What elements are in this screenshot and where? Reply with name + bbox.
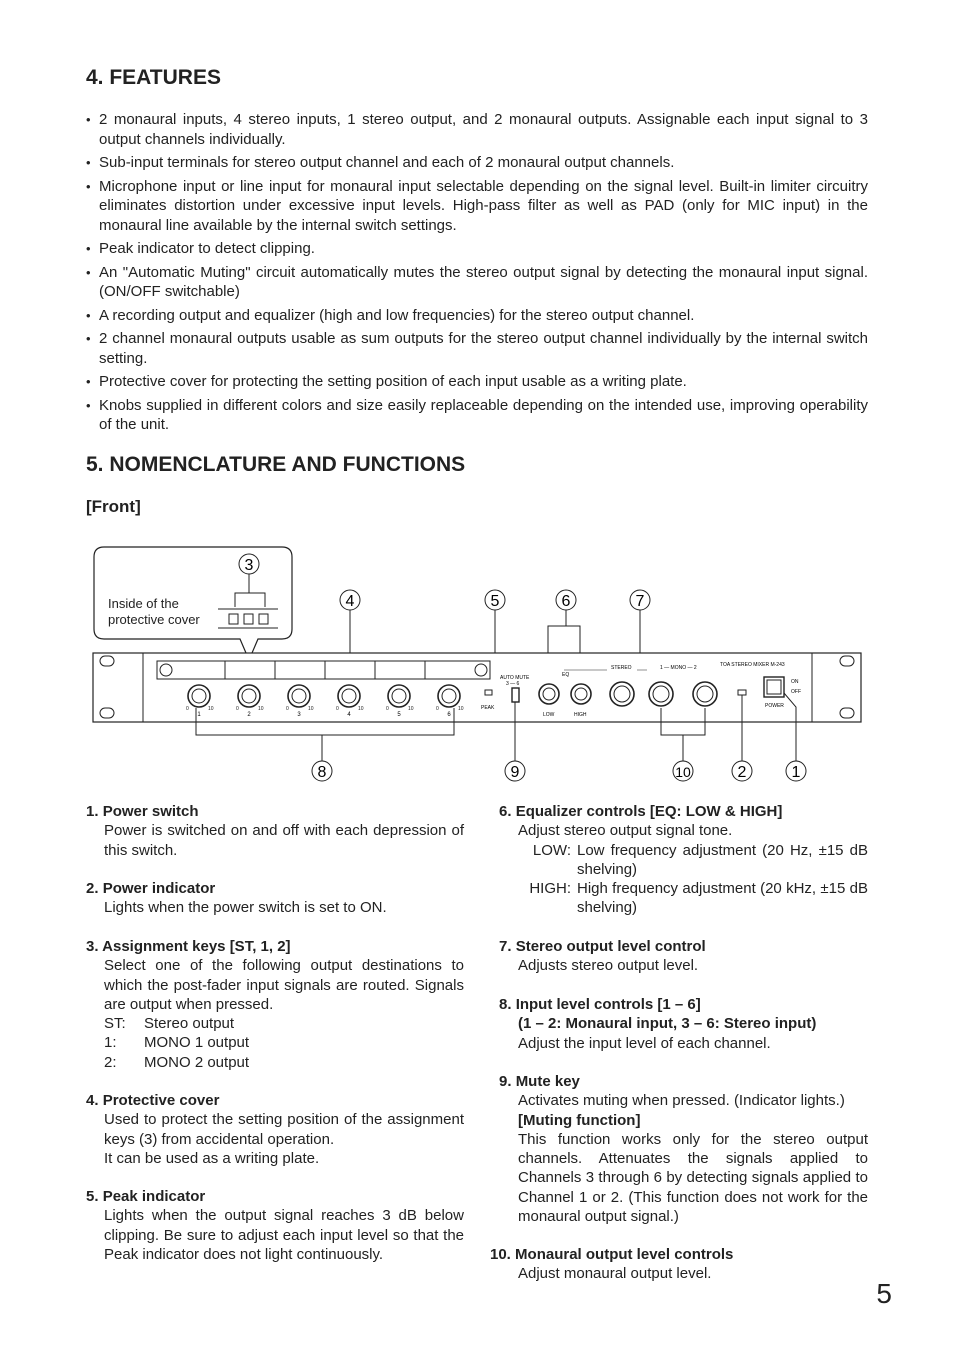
features-list [86, 110, 868, 439]
assign-key-1 [244, 614, 253, 624]
peak-label: PEAK [481, 705, 495, 711]
scale-min: 0 [436, 706, 439, 712]
item-assignment-keys [86, 937, 464, 1072]
value: Low frequency adjustment (20 Hz, ±15 dB shelving) [577, 841, 868, 878]
svg-text:7: 7 [635, 593, 645, 610]
scale-max: 10 [258, 706, 264, 712]
item-stereo-level [490, 937, 868, 976]
svg-text:4: 4 [345, 593, 355, 610]
key: HIGH: [529, 880, 571, 898]
eq-label: EQ [562, 672, 570, 678]
item-body: Used to protect the setting position of the assignment keys (3) from accidental operation. [104, 1111, 464, 1148]
high-label: HIGH [574, 712, 587, 718]
scale-min: 0 [286, 706, 289, 712]
svg-text:5: 5 [397, 712, 401, 718]
item-number: 2. [86, 880, 99, 897]
callout-5 [485, 590, 505, 610]
mute-key [512, 688, 519, 702]
item-number: 5. [86, 1188, 99, 1205]
item-body: Adjusts stereo output level. [518, 957, 699, 975]
item-number: 8. [499, 996, 512, 1013]
callout-note-line2: protective cover [108, 612, 200, 627]
scale-min: 0 [236, 706, 239, 712]
svg-text:9: 9 [510, 764, 520, 781]
item-title: Power indicator [102, 880, 216, 897]
svg-text:1: 1 [791, 764, 801, 781]
svg-text:5: 5 [490, 593, 500, 610]
svg-text:3: 3 [297, 712, 301, 718]
value: MONO 1 output [144, 1034, 250, 1052]
callout-7 [630, 590, 650, 610]
callout-4 [340, 590, 360, 610]
item-body: Lights when the output signal reaches 3 dB below clipping. Be sure to adjust each input level so that the Peak indicator does not light continuously. [104, 1207, 464, 1263]
item-subtitle: [Muting function] [518, 1111, 641, 1129]
key: ST: [104, 1015, 126, 1033]
item-input-level [490, 995, 868, 1053]
scale-max: 10 [458, 706, 464, 712]
item-number: 9. [499, 1073, 512, 1090]
eq-low-knob [539, 684, 559, 704]
item-mute-key [490, 1072, 868, 1226]
feature-item: • 2 monaural inputs, 4 stereo inputs, 1 stereo output, and 2 monaural outputs. Assignable each input signal to 3 output channels individually. [86, 110, 868, 149]
scale-min: 0 [186, 706, 189, 712]
stereo-label: STEREO [611, 665, 632, 671]
feature-item: • An "Automatic Muting" circuit automatically mutes the stereo output signal by detecting the monaural input signal. (ON/OFF switchable) [86, 263, 868, 302]
mono-1-knob [649, 682, 673, 706]
auto-mute-label: AUTO MUTE [500, 675, 530, 681]
item-number: 4. [86, 1092, 99, 1109]
item-body-2: It can be used as a writing plate. [104, 1149, 320, 1167]
assign-key-st [229, 614, 238, 624]
value: High frequency adjustment (20 kHz, ±15 dB shelving) [577, 880, 868, 917]
peak-indicator [485, 690, 492, 695]
svg-text:2: 2 [247, 712, 251, 718]
power-indicator [738, 690, 746, 695]
feature-item: • A recording output and equalizer (high and low frequencies) for the stereo output channel. [86, 306, 868, 326]
item-equalizer [490, 802, 868, 918]
value: MONO 2 output [144, 1053, 250, 1071]
item-body: Power is switched on and off with each depression of this switch. [104, 822, 464, 859]
svg-text:4: 4 [347, 712, 351, 718]
svg-text:8: 8 [317, 764, 327, 781]
scale-max: 10 [308, 706, 314, 712]
eq-high-knob [571, 684, 591, 704]
item-mono-level [490, 1245, 868, 1284]
item-number: 3. [86, 938, 99, 955]
item-title: Power switch [102, 803, 199, 820]
item-number: 6. [499, 803, 512, 820]
scale-max: 10 [408, 706, 414, 712]
item-title-2: (1 – 2: Monaural input, 3 – 6: Stereo input) [518, 1015, 817, 1033]
callout-2 [732, 761, 752, 781]
item-title: Peak indicator [102, 1188, 206, 1205]
protective-cover [157, 661, 490, 679]
callout-1 [786, 761, 806, 781]
callout-8 [312, 761, 332, 781]
feature-item: • Knobs supplied in different colors and size easily replaceable depending on the intended use, improving operability of the unit. [86, 396, 868, 435]
svg-text:1: 1 [197, 712, 201, 718]
scale-min: 0 [336, 706, 339, 712]
feature-item: • 2 channel monaural outputs usable as sum outputs for the stereo output channel individually by the internal switch setting. [86, 329, 868, 368]
value: Stereo output [144, 1015, 235, 1033]
low-label: LOW [543, 712, 555, 718]
item-peak-indicator [86, 1187, 464, 1264]
key: 2: [104, 1053, 117, 1071]
assign-key-2 [259, 614, 268, 624]
nomenclature-heading: 5. NOMENCLATURE AND FUNCTIONS [86, 453, 466, 476]
feature-item: • Sub-input terminals for stereo output channel and each of 2 monaural output channels. [86, 153, 868, 173]
item-title: Monaural output level controls [515, 1246, 734, 1263]
item-title: Protective cover [102, 1092, 220, 1109]
key: LOW: [532, 841, 571, 859]
callout-note-line1: Inside of the [108, 596, 179, 611]
auto-mute-range: 3 — 6 [506, 681, 520, 687]
item-body: Lights when the power switch is set to ON. [104, 899, 387, 917]
item-title: Input level controls [1 – 6] [515, 996, 701, 1013]
item-number: 7. [499, 938, 512, 955]
item-title: Assignment keys [ST, 1, 2] [102, 938, 291, 955]
item-number: 10. [490, 1246, 511, 1263]
off-label: OFF [791, 689, 801, 695]
front-subheading: [Front] [86, 497, 141, 516]
item-title: Stereo output level control [515, 938, 706, 955]
brand-label: TOA STEREO MIXER M-243 [720, 662, 785, 668]
item-body: Adjust the input level of each channel. [518, 1034, 771, 1052]
svg-text:6: 6 [561, 593, 571, 610]
item-power-indicator [86, 879, 464, 918]
item-protective-cover [86, 1091, 464, 1168]
mono-2-knob [693, 682, 717, 706]
feature-item: • Peak indicator to detect clipping. [86, 239, 868, 259]
front-panel-diagram [0, 530, 954, 790]
callout-num-3: 3 [244, 557, 254, 574]
item-body: Select one of the following output destinations to which the post-fader input signals are routed. Signals are output when pressed. [104, 957, 464, 1013]
mono-label: 1 — MONO — 2 [660, 665, 697, 671]
item-body-2: This function works only for the stereo output channels. Attenuates the signals applied to Channels 3 through 6 by detecting signals applied to Channel 1 or 2. (This function does not work for the monaural output signal.) [518, 1130, 868, 1226]
scale-max: 10 [358, 706, 364, 712]
svg-text:6: 6 [447, 712, 451, 718]
feature-item: • Microphone input or line input for monaural input selectable depending on the signal level. Built-in limiter circuitry eliminates distortion under excessive input levels. High-pass filter as well as PAD (only for MIC input) in the monaural line available by the internal switch settings. [86, 177, 868, 236]
item-body: Activates muting when pressed. (Indicator lights.) [518, 1092, 845, 1110]
item-body: Adjust monaural output level. [518, 1265, 712, 1283]
svg-text:10: 10 [675, 764, 691, 780]
power-label: POWER [765, 703, 784, 709]
features-heading: 4. FEATURES [86, 66, 221, 89]
svg-text:2: 2 [737, 764, 747, 781]
item-number: 1. [86, 803, 99, 820]
stereo-level-knob [610, 682, 634, 706]
scale-min: 0 [386, 706, 389, 712]
item-body: Adjust stereo output signal tone. [518, 822, 733, 840]
page-number: 5 [876, 1278, 892, 1309]
callout-10 [673, 761, 693, 781]
feature-item: • Protective cover for protecting the setting position of each input usable as a writing plate. [86, 372, 868, 392]
key: 1: [104, 1034, 117, 1052]
callout-9 [505, 761, 525, 781]
item-title: Equalizer controls [EQ: LOW & HIGH] [515, 803, 783, 820]
callout-6 [556, 590, 576, 610]
scale-max: 10 [208, 706, 214, 712]
item-power-switch [86, 802, 464, 860]
on-label: ON [791, 679, 799, 685]
item-title: Mute key [515, 1073, 580, 1090]
